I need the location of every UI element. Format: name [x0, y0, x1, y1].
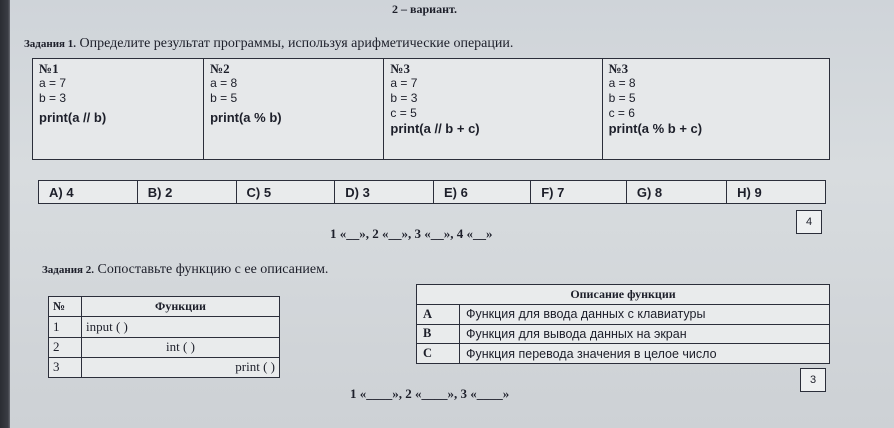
program-title: №2 — [210, 61, 230, 76]
program-line: a = 7 — [390, 76, 418, 90]
table-header: Функции — [82, 297, 280, 317]
task1-label: Задания 1. — [24, 38, 76, 50]
function-name: input ( ) — [82, 317, 280, 337]
task1-score-box: 4 — [796, 210, 822, 234]
program-line: c = 5 — [390, 106, 417, 120]
function-name: print ( ) — [82, 357, 280, 377]
row-number: 1 — [49, 317, 82, 337]
task1-text: Определите результат программы, используя арифметические операции. — [79, 36, 514, 51]
program-line: b = 5 — [210, 91, 238, 105]
program-cell-1 — [33, 59, 204, 160]
answer-option: B) 2 — [137, 181, 236, 204]
answer-option: F) 7 — [531, 181, 627, 204]
program-line: a = 8 — [608, 76, 636, 90]
program-title: №3 — [390, 61, 410, 76]
program-print: print(a % b + c) — [608, 121, 703, 136]
task2-score-box: 3 — [800, 368, 826, 392]
descriptions-table — [416, 284, 830, 364]
variant-heading: 2 – вариант. — [392, 2, 457, 16]
task1-program-table — [32, 58, 830, 160]
task2-title — [42, 262, 328, 278]
program-title: №1 — [39, 61, 59, 76]
task2-text: Сопоставьте функцию с ее описанием. — [97, 262, 329, 277]
task1-answer-options — [38, 180, 826, 204]
table-header: № — [49, 297, 82, 317]
row-number: 3 — [49, 357, 82, 377]
program-cell-2 — [204, 59, 384, 160]
program-line: a = 7 — [39, 76, 67, 90]
program-cell-3 — [384, 59, 602, 160]
description-text: Функция для вывода данных на экран — [460, 324, 830, 344]
task1-title — [24, 36, 513, 52]
program-print: print(a % b) — [210, 110, 282, 125]
program-print: print(a // b + c) — [390, 121, 480, 136]
description-text: Функция перевода значения в целое число — [460, 344, 830, 364]
program-line: b = 3 — [390, 91, 418, 105]
table-header: Описание функции — [417, 285, 830, 305]
answer-option: H) 9 — [727, 181, 826, 204]
description-text: Функция для ввода данных с клавиатуры — [460, 304, 830, 324]
answer-option: D) 3 — [335, 181, 434, 204]
program-line: b = 5 — [608, 91, 636, 105]
program-cell-4 — [602, 59, 829, 160]
answer-option: C) 5 — [236, 181, 335, 204]
function-name: int ( ) — [82, 337, 280, 357]
answer-option: A) 4 — [39, 181, 138, 204]
answer-option: G) 8 — [626, 181, 726, 204]
task2-answer-line: 1 «____», 2 «____», 3 «____» — [350, 386, 510, 401]
program-print: print(a // b) — [39, 110, 107, 125]
row-number: 2 — [49, 337, 82, 357]
functions-table — [48, 296, 280, 378]
program-line: c = 6 — [608, 106, 635, 120]
description-letter: B — [417, 324, 460, 344]
program-line: a = 8 — [210, 76, 238, 90]
program-title: №3 — [608, 61, 629, 76]
answer-option: E) 6 — [434, 181, 531, 204]
task2-label: Задания 2. — [42, 264, 94, 276]
description-letter: C — [417, 344, 460, 364]
task1-answer-line: 1 «__», 2 «__», 3 «__», 4 «__» — [330, 226, 493, 241]
program-line: b = 3 — [39, 91, 67, 105]
description-letter: A — [417, 304, 460, 324]
